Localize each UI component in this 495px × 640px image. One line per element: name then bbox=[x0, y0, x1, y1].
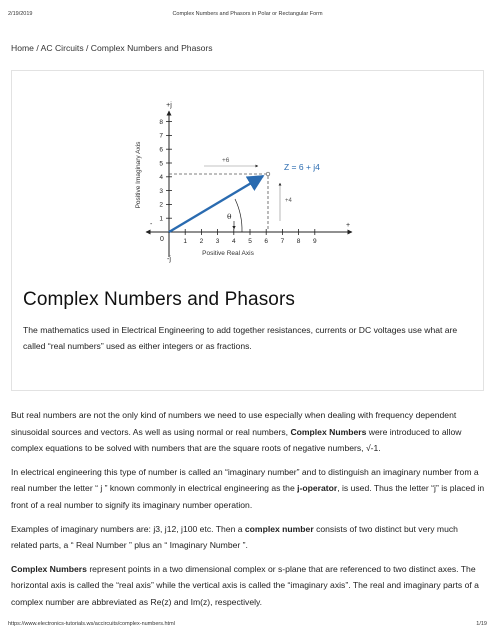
right-arrow-label: + bbox=[346, 222, 351, 229]
paragraph-text: consists of two distinct but very much related parts, a “ Real Number ” plus an “ Imaginary Number ”. bbox=[11, 523, 458, 551]
paragraph-text: In electrical engineering this type of number is called an “imaginary number” and to distinguish an imaginary number from a real number the letter “ j ” known commonly in electrical engineering as the bbox=[11, 466, 479, 494]
bold-term: Complex Numbers bbox=[11, 563, 87, 574]
print-header bbox=[8, 11, 487, 17]
x-tick-label: 5 bbox=[248, 238, 252, 245]
print-footer bbox=[8, 621, 487, 627]
y-axis-title: Positive Imaginary Axis bbox=[135, 141, 142, 209]
phasor-endpoint bbox=[266, 172, 270, 176]
x-tick-label: 7 bbox=[280, 238, 285, 245]
x-tick-label: 4 bbox=[231, 238, 236, 245]
x-tick-group bbox=[183, 229, 317, 245]
point-label: Z = 6 + j4 bbox=[284, 162, 320, 172]
print-page-number: 1/19 bbox=[476, 621, 487, 627]
angle-arc bbox=[235, 199, 242, 232]
y-tick-label: 6 bbox=[159, 146, 163, 154]
article-header-card bbox=[11, 70, 484, 391]
origin-label: 0 bbox=[160, 236, 164, 243]
x-tick-label: 8 bbox=[296, 238, 301, 245]
paragraph-3 bbox=[11, 521, 485, 554]
breadcrumb bbox=[11, 43, 213, 53]
x-tick-label: 2 bbox=[199, 238, 204, 245]
paragraph-text: Examples of imaginary numbers are: j3, j12, j100 etc. Then a bbox=[11, 523, 245, 534]
print-date: 2/19/2019 bbox=[8, 11, 33, 17]
x-tick-label: 3 bbox=[215, 238, 220, 245]
paragraph-text: . bbox=[378, 443, 381, 454]
article-body bbox=[11, 407, 485, 618]
paragraph-text: But real numbers are not the only kind of numbers we need to use especially when dealing with frequency dependent sinusoidal sources and vectors. As well as using normal or real numbers, bbox=[11, 410, 457, 437]
angle-label: θ bbox=[227, 212, 232, 221]
bold-term: complex number bbox=[244, 523, 314, 534]
x-tick-label: 1 bbox=[183, 238, 188, 245]
y-tick-label: 1 bbox=[159, 215, 163, 223]
bold-term: j-operator bbox=[297, 483, 338, 494]
sqrt-minus-one: √-1 bbox=[365, 443, 379, 454]
breadcrumb-home-link[interactable]: Home bbox=[11, 43, 34, 53]
article-intro: The mathematics used in Electrical Engineering to add together resistances, currents or DC voltages use what are called “real numbers” used as either integers or as fractions. bbox=[23, 325, 458, 351]
bottom-axis-label: -j bbox=[167, 256, 171, 263]
bold-term: Complex Numbers bbox=[290, 426, 367, 437]
breadcrumb-separator: / bbox=[83, 43, 91, 53]
left-arrow-label: - bbox=[150, 221, 153, 228]
paragraph-1 bbox=[11, 407, 485, 457]
y-tick-label: 4 bbox=[159, 174, 163, 182]
paragraph-text: represent points in a two dimensional complex or s-plane that are referenced to two distinct axes. The horizontal axis is called the “real axis” while the vertical axis is called the “imaginary axis”. The real and imaginary parts of a complex number are abbreviated as Re(z) and Im(z), respectively. bbox=[11, 563, 479, 607]
phasor-arrow bbox=[169, 176, 263, 232]
y-tick-group bbox=[159, 119, 172, 223]
y-tick-label: 2 bbox=[159, 201, 163, 209]
y-tick-label: 5 bbox=[159, 160, 163, 168]
breadcrumb-section-link[interactable]: AC Circuits bbox=[40, 43, 84, 53]
x-tick-label: 9 bbox=[312, 238, 317, 245]
print-title: Complex Numbers and Phasors in Polar or Rectangular Form bbox=[172, 11, 323, 17]
y-tick-label: 7 bbox=[159, 132, 163, 140]
print-url: https://www.electronics-tutorials.ws/accircuits/complex-numbers.html bbox=[8, 621, 175, 627]
top-axis-label: +j bbox=[166, 102, 172, 109]
x-axis-title: Positive Real Axis bbox=[202, 250, 254, 257]
y-tick-label: 8 bbox=[159, 118, 163, 126]
paragraph-text: were introduced to allow complex equations to be solved with numbers that are the square roots of negative numbers, bbox=[11, 426, 462, 454]
paragraph-2 bbox=[11, 464, 485, 514]
y-tick-label: 3 bbox=[159, 187, 163, 195]
vertical-label: +4 bbox=[285, 198, 292, 204]
paragraph-4 bbox=[11, 561, 485, 611]
breadcrumb-current: Complex Numbers and Phasors bbox=[90, 43, 213, 53]
paragraph-text: , is used. Thus the letter “j” is placed in front of a real number to signify its imaginary number operation. bbox=[11, 483, 485, 510]
x-tick-label: 6 bbox=[264, 238, 269, 245]
article-title: Complex Numbers and Phasors bbox=[23, 289, 295, 310]
breadcrumb-separator: / bbox=[33, 43, 41, 53]
horizontal-label: +6 bbox=[222, 157, 230, 164]
